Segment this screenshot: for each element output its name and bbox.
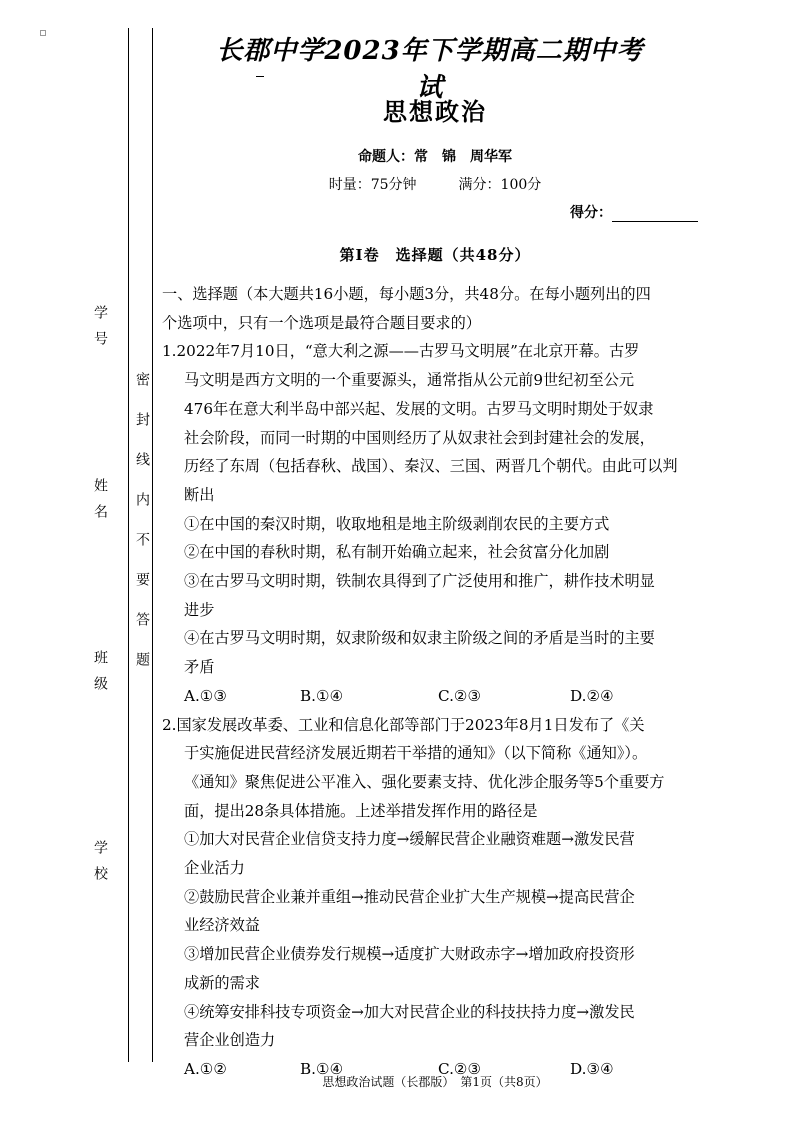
option-b[interactable]: B.①④ <box>300 686 344 705</box>
exam-title: 长郡中学2023年下学期高二期中考试 <box>216 36 644 103</box>
option-a[interactable]: A.①② <box>184 1059 228 1078</box>
statement-item-cont: 成新的需求 <box>184 973 260 992</box>
binding-margin <box>0 0 150 1122</box>
question-body <box>162 280 702 1084</box>
question-stem-line: 断出 <box>184 485 215 504</box>
option-c[interactable]: C.②③ <box>438 686 482 705</box>
question-stem-line: 于实施促进民营经济发展近期若干举措的通知》（以下简称《通知》）。 <box>184 744 648 763</box>
statement-item: ③在古罗马文明时期，铁制农具得到了广泛使用和推广，耕作技术明显 <box>184 572 655 591</box>
option-b[interactable]: B.①④ <box>300 1059 344 1078</box>
class-label: 班级 <box>92 650 108 702</box>
binding-line-outer <box>128 28 129 1062</box>
statement-item: ②在中国的春秋时期，私有制开始确立起来，社会贫富分化加剧 <box>184 543 610 562</box>
instructions-line: 一、选择题（本大题共16小题，每小题3分，共48分。在每小题列出的四 <box>162 285 651 303</box>
authors: 命题人：常 锦 周华军 <box>358 149 512 165</box>
option-a[interactable]: A.①③ <box>184 686 228 705</box>
score-label: 得分： <box>570 205 612 221</box>
score-blank <box>612 207 698 222</box>
option-d[interactable]: D.②④ <box>570 686 614 705</box>
time-score: 时量：75分钟 满分：100分 <box>328 177 542 193</box>
statement-item-cont: 进步 <box>184 600 215 619</box>
name-label: 姓名 <box>92 478 108 530</box>
question-stem-line: 1.2022年7月10日，“意大利之源——古罗马文明展”在北京开幕。古罗 <box>162 342 640 361</box>
statement-item: ④统筹安排科技专项资金→加大对民营企业的科技扶持力度→激发民 <box>184 1002 635 1021</box>
statement-item: ③增加民营企业债券发行规模→适度扩大财政赤字→增加政府投资形 <box>184 945 635 964</box>
option-c[interactable]: C.②③ <box>438 1059 482 1078</box>
statement-item: ①加大对民营企业信贷支持力度→缓解民营企业融资难题→激发民营 <box>184 830 635 849</box>
option-d[interactable]: D.③④ <box>570 1059 614 1078</box>
statement-item: ①在中国的秦汉时期，收取地租是地主阶级剥削农民的主要方式 <box>184 514 610 533</box>
question-stem-line: 2.国家发展改革委、工业和信息化部等部门于2023年8月1日发布了《关 <box>162 715 645 734</box>
statement-item: ②鼓励民营企业兼并重组→推动民营企业扩大生产规模→提高民营企 <box>184 887 635 906</box>
instructions-line: 个选项中，只有一个选项是最符合题目要求的） <box>162 313 481 332</box>
binding-line-inner <box>152 28 153 1062</box>
school-label: 学校 <box>92 840 108 892</box>
answer-options <box>162 682 702 711</box>
question-stem-line: 476年在意大利半岛中部兴起、发展的文明。古罗马文明时期处于奴隶 <box>184 399 654 418</box>
statement-item-cont: 营企业创造力 <box>184 1031 276 1050</box>
question-stem-line: 面，提出28条具体措施。上述举措发挥作用的路径是 <box>184 801 538 820</box>
section-title: 第Ⅰ卷 选择题（共48分） <box>339 246 531 264</box>
question-stem-line: 社会阶段，而同一时期的中国则经历了从奴隶社会到封建社会的发展， <box>184 428 655 447</box>
page-footer: 思想政治试题（长郡版） 第1页（共8页） <box>322 1075 548 1089</box>
subject-title: 思想政治 <box>383 97 487 126</box>
question-stem-line: 《通知》聚焦促进公平准入、强化要素支持、优化涉企服务等5个重要方 <box>184 772 665 791</box>
statement-item-cont: 矛盾 <box>184 658 215 677</box>
question-stem-line: 历经了东周（包括春秋、战国）、秦汉、三国、两晋几个朝代。由此可以判 <box>184 457 678 476</box>
statement-item-cont: 业经济效益 <box>184 916 260 935</box>
question-stem-line: 马文明是西方文明的一个重要源头，通常指从公元前9世纪初至公元 <box>184 371 635 390</box>
student-id-label: 学号 <box>92 305 108 357</box>
seal-line-warning: 密封线内不要答题 <box>134 372 150 692</box>
statement-item-cont: 企业活力 <box>184 859 245 878</box>
statement-item: ④在古罗马文明时期，奴隶阶级和奴隶主阶级之间的矛盾是当时的主要 <box>184 629 655 648</box>
score-field <box>570 202 698 222</box>
